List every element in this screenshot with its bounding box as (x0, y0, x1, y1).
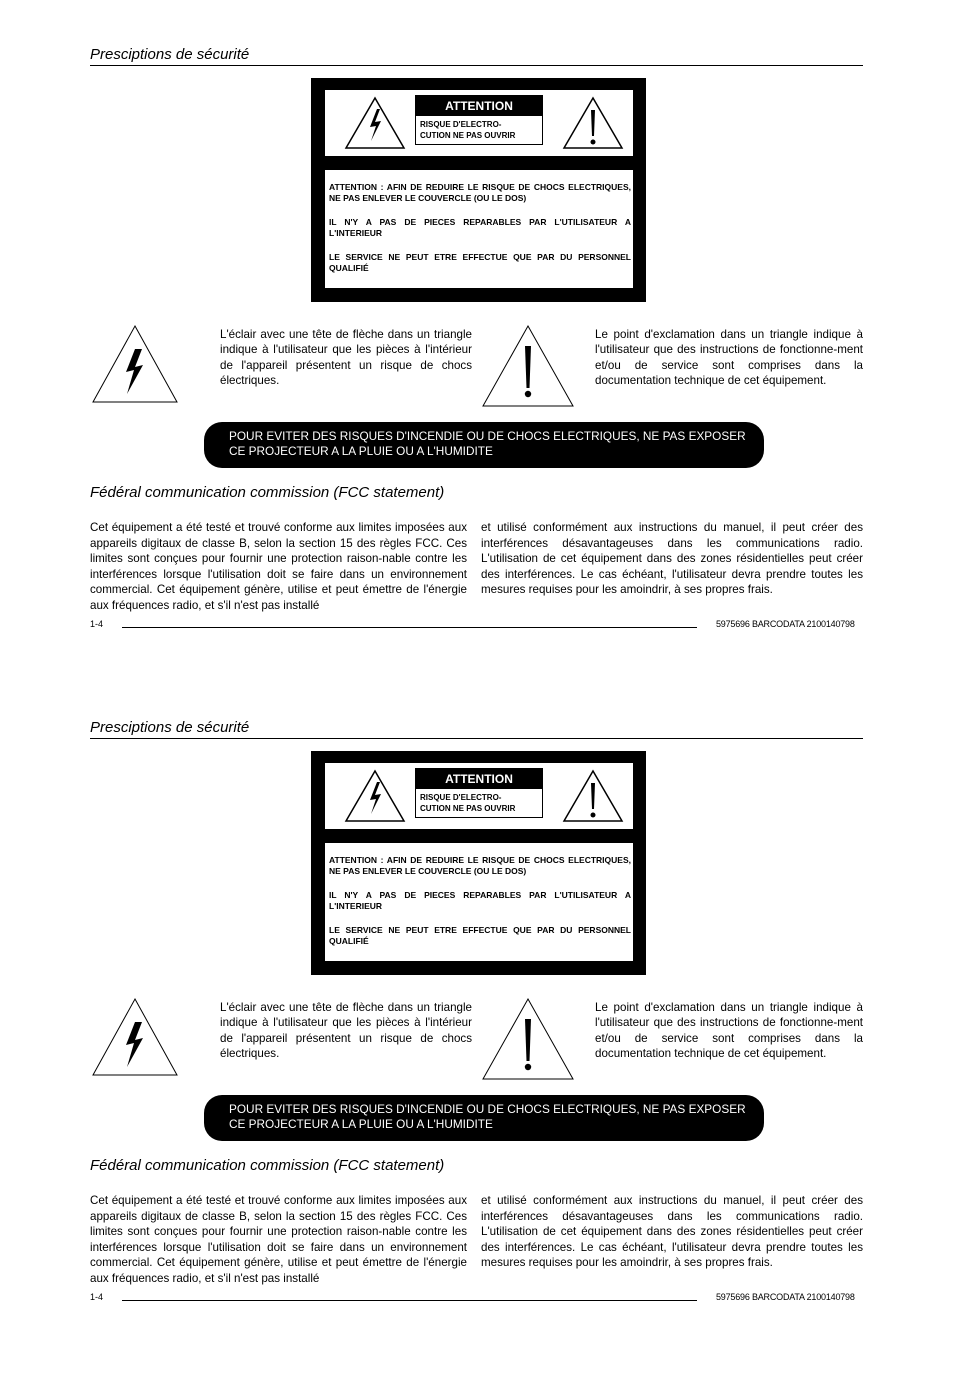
banner-line: CE PROJECTEUR A LA PLUIE OU A L'HUMIDITE (229, 1117, 493, 1131)
lightning-triangle-icon (91, 324, 179, 404)
header-rule (90, 65, 863, 66)
page-1 (0, 46, 954, 724)
header-rule (90, 738, 863, 739)
attention-text-line: CUTION NE PAS OUVRIR (420, 131, 516, 140)
warning-box (311, 78, 646, 302)
exclamation-triangle-icon (561, 95, 625, 151)
attention-text-line: RISQUE D'ELECTRO- (420, 120, 502, 129)
warning-para: ATTENTION : AFIN DE REDUIRE LE RISQUE DE CHOCS ELECTRIQUES, NE PAS ENLEVER LE COUVERCLE (OU LE DOS) (329, 855, 631, 876)
warning-para: LE SERVICE NE PEUT ETRE EFFECTUE QUE PAR DU PERSONNEL QUALIFIÉ (329, 925, 631, 946)
warning-para: IL N'Y A PAS DE PIECES REPARABLES PAR L'UTILISATEUR A L'INTERIEUR (329, 217, 631, 238)
banner-line: CE PROJECTEUR A LA PLUIE OU A L'HUMIDITE (229, 444, 493, 458)
warning-banner (204, 422, 764, 468)
fcc-title: Fédéral communication commission (FCC statement) (90, 484, 445, 501)
fcc-column-2: et utilisé conformément aux instructions du manuel, il peut créer des interférences désavantageuses dans les communications radio. L'utilisation de cet équipement dans des zones résidentielles peut créer des interférences. Le cas échéant, l'utilisateur devra prendre toutes les mesures requises pour les amoindrir, à ses propres frais. (481, 1194, 863, 1269)
warning-box-top (325, 90, 633, 156)
attention-label-box (415, 95, 543, 145)
lightning-description: L'éclair avec une tête de flèche dans un triangle indique à l'utilisateur que les pièces à l'intérieur de l'appareil présentent un risque de chocs électriques. (220, 328, 472, 388)
attention-heading: ATTENTION (416, 96, 542, 116)
lightning-triangle-icon (343, 95, 407, 151)
warning-para: ATTENTION : AFIN DE REDUIRE LE RISQUE DE CHOCS ELECTRIQUES, NE PAS ENLEVER LE COUVERCLE (OU LE DOS) (329, 182, 631, 203)
fcc-title: Fédéral communication commission (FCC statement) (90, 1157, 445, 1174)
warning-para: IL N'Y A PAS DE PIECES REPARABLES PAR L'UTILISATEUR A L'INTERIEUR (329, 890, 631, 911)
exclamation-description: Le point d'exclamation dans un triangle indique à l'utilisateur que des instructions de fonctionne-ment et/ou de service sont comprises dans la documentation technique de cet équipement. (595, 1001, 863, 1061)
attention-heading: ATTENTION (416, 769, 542, 789)
attention-label-box (415, 768, 543, 818)
footer-rule (122, 627, 697, 628)
lightning-triangle-icon (91, 997, 179, 1077)
document-reference: 5975696 BARCODATA 2100140798 (716, 619, 855, 629)
section-title: Presciptions de sécurité (90, 719, 250, 736)
exclamation-triangle-icon (481, 324, 575, 408)
page-number: 1-4 (90, 619, 104, 629)
warning-box-text (325, 843, 633, 961)
attention-text (416, 116, 542, 141)
warning-banner (204, 1095, 764, 1141)
exclamation-description: Le point d'exclamation dans un triangle indique à l'utilisateur que des instructions de fonctionne-ment et/ou de service sont comprises dans la documentation technique de cet équipement. (595, 328, 863, 388)
banner-line: POUR EVITER DES RISQUES D'INCENDIE OU DE CHOCS ELECTRIQUES, NE PAS EXPOSER (229, 429, 746, 443)
attention-text-line: CUTION NE PAS OUVRIR (420, 804, 516, 813)
exclamation-triangle-icon (481, 997, 575, 1081)
footer-rule (122, 1300, 697, 1301)
document-reference: 5975696 BARCODATA 2100140798 (716, 1292, 855, 1302)
warning-para: LE SERVICE NE PEUT ETRE EFFECTUE QUE PAR DU PERSONNEL QUALIFIÉ (329, 252, 631, 273)
fcc-column-1: Cet équipement a été testé et trouvé conforme aux limites imposées aux appareils digitaux de classe B, selon la section 15 des règles FCC. Ces limites sont conçues pour fournir une protection raison-nable contre les interférences lorsque l'utilisation doit se faire dans un environnement commercial. Cet équipement génère, utilise et peut émettre de l'énergie aux fréquences radio, et s'il n'est pas installé (90, 521, 467, 612)
fcc-column-2: et utilisé conformément aux instructions du manuel, il peut créer des interférences désavantageuses dans les communications radio. L'utilisation de cet équipement dans des zones résidentielles peut créer des interférences. Le cas échéant, l'utilisateur devra prendre toutes les mesures requises pour les amoindrir, à ses propres frais. (481, 521, 863, 596)
page-number: 1-4 (90, 1292, 104, 1302)
warning-box-text (325, 170, 633, 288)
section-title: Presciptions de sécurité (90, 46, 250, 63)
fcc-column-1: Cet équipement a été testé et trouvé conforme aux limites imposées aux appareils digitaux de classe B, selon la section 15 des règles FCC. Ces limites sont conçues pour fournir une protection raison-nable contre les interférences lorsque l'utilisation doit se faire dans un environnement commercial. Cet équipement génère, utilise et peut émettre de l'énergie aux fréquences radio, et s'il n'est pas installé (90, 1194, 467, 1285)
attention-text-line: RISQUE D'ELECTRO- (420, 793, 502, 802)
attention-text (416, 789, 542, 814)
exclamation-triangle-icon (561, 768, 625, 824)
lightning-triangle-icon (343, 768, 407, 824)
lightning-description: L'éclair avec une tête de flèche dans un triangle indique à l'utilisateur que les pièces à l'intérieur de l'appareil présentent un risque de chocs électriques. (220, 1001, 472, 1061)
warning-box-top (325, 763, 633, 829)
page-2 (0, 719, 954, 1397)
warning-box (311, 751, 646, 975)
banner-line: POUR EVITER DES RISQUES D'INCENDIE OU DE CHOCS ELECTRIQUES, NE PAS EXPOSER (229, 1102, 746, 1116)
